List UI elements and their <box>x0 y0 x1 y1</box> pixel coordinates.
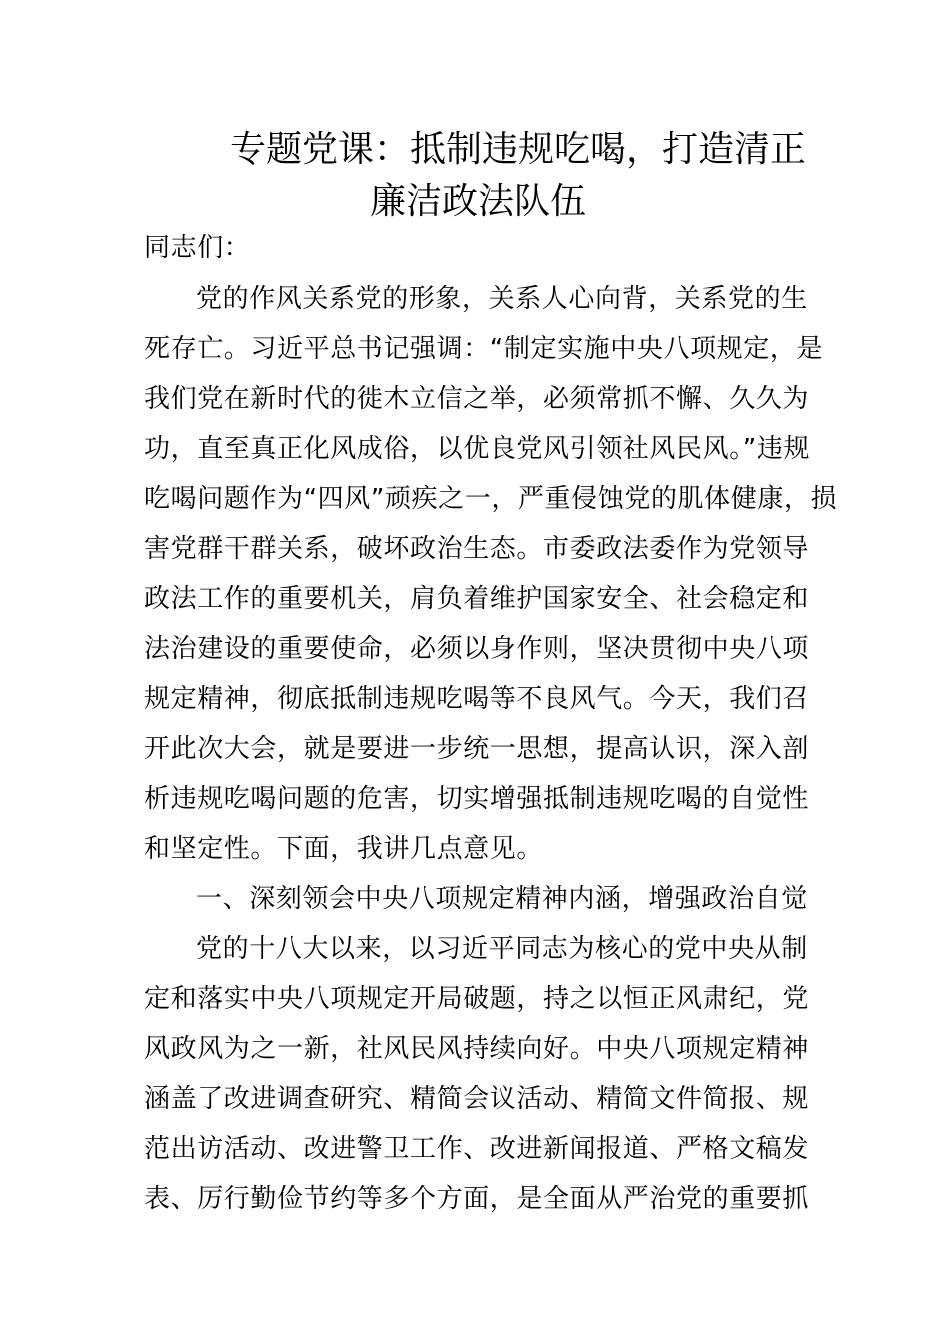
paragraph-line: 党的作风关系党的形象，关系人心向背，关系党的生 <box>196 284 808 314</box>
paragraph-line: 功，直至真正化风成俗，以优良党风引领社风民风。”违规 <box>144 434 811 464</box>
paragraph-line: 定和落实中央八项规定开局破题，持之以恒正风肃纪，党 <box>144 984 810 1014</box>
paragraph-line: 我们党在新时代的徙木立信之举，必须常抓不懈、久久为 <box>144 384 810 414</box>
paragraph-line: 开此次大会，就是要进一步统一思想，提高认识，深入剖 <box>144 734 810 764</box>
paragraph-line: 涵盖了改进调查研究、精简会议活动、精简文件简报、规 <box>144 1084 810 1114</box>
paragraph-line: 党的十八大以来，以习近平同志为核心的党中央从制 <box>196 934 808 964</box>
paragraph-line: 析违规吃喝问题的危害，切实增强抵制违规吃喝的自觉性 <box>144 784 810 814</box>
section-heading: 一、深刻领会中央八项规定精神内涵，增强政治自觉 <box>196 884 808 914</box>
paragraph-line: 害党群干群关系，破坏政治生态。市委政法委作为党领导 <box>144 534 810 564</box>
paragraph-line: 和坚定性。下面，我讲几点意见。 <box>144 834 544 864</box>
paragraph-line: 法治建设的重要使命，必须以身作则，坚决贯彻中央八项 <box>144 634 810 664</box>
paragraph-line: 范出访活动、改进警卫工作、改进新闻报道、严格文稿发 <box>144 1134 810 1164</box>
document-title-line-1: 专题党课：抵制违规吃喝，打造清正 <box>230 129 807 170</box>
document-title-line-2: 廉洁政法队伍 <box>370 181 587 222</box>
paragraph-line: 死存亡。习近平总书记强调：“制定实施中央八项规定，是 <box>144 334 824 364</box>
paragraph-line: 吃喝问题作为“四风”顽疾之一，严重侵蚀党的肌体健康，损 <box>144 484 838 514</box>
paragraph-line: 表、厉行勤俭节约等多个方面，是全面从严治党的重要抓 <box>144 1184 810 1214</box>
salutation: 同志们： <box>144 233 251 263</box>
paragraph-line: 规定精神，彻底抵制违规吃喝等不良风气。今天，我们召 <box>144 684 810 714</box>
paragraph-line: 风政风为之一新，社风民风持续向好。中央八项规定精神 <box>144 1034 810 1064</box>
paragraph-line: 政法工作的重要机关，肩负着维护国家安全、社会稳定和 <box>144 584 810 614</box>
